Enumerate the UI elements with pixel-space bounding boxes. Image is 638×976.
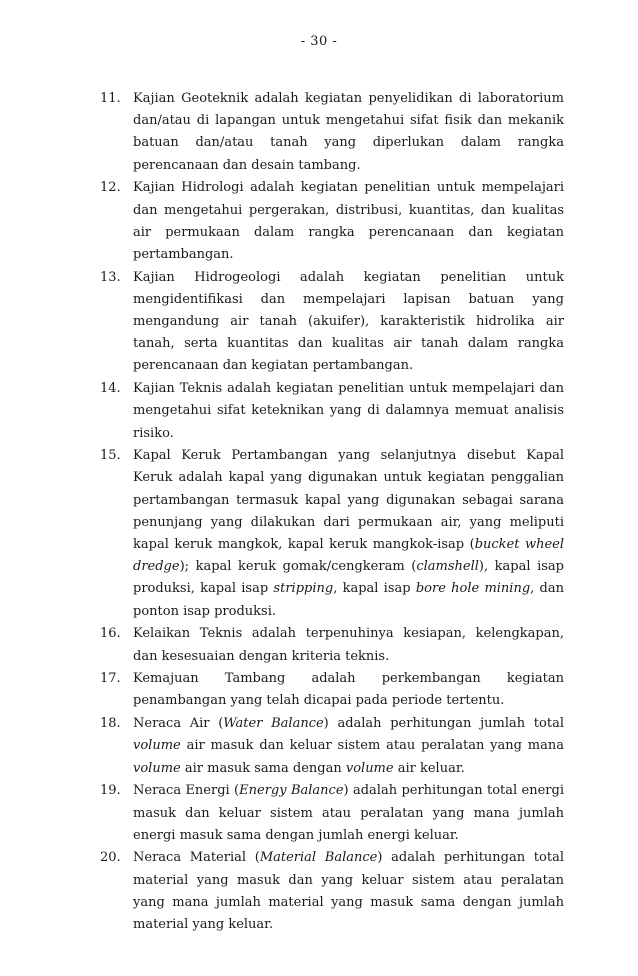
definition-number: 13. bbox=[100, 269, 121, 285]
definition-number: 12. bbox=[100, 180, 121, 196]
definition-text bbox=[133, 88, 564, 177]
italic-term: bore hole mining bbox=[415, 581, 531, 597]
italic-term: bucket wheel dredge bbox=[133, 537, 564, 575]
definition-text bbox=[133, 177, 564, 266]
definition-text bbox=[133, 445, 564, 623]
italic-term: volume bbox=[133, 760, 181, 776]
definition-item bbox=[100, 713, 564, 780]
italic-term: Water Balance bbox=[223, 716, 324, 732]
definition-text bbox=[133, 267, 564, 378]
italic-term: stripping bbox=[273, 581, 334, 597]
definition-number: 18. bbox=[100, 716, 121, 732]
text-segment: Kajian Hidrogeologi adalah kegiatan penelitian untuk mengidentifikasi dan mempelajari lapisan batuan yang mengandung air tanah (akuifer), karakteristik hidrolika air tanah, serta kuantitas dan kualitas air tanah dalam rangka perencanaan dan kegiatan pertambangan. bbox=[133, 269, 564, 374]
definition-item bbox=[100, 847, 564, 936]
definition-number: 16. bbox=[100, 626, 121, 642]
italic-term: volume bbox=[133, 738, 181, 754]
text-segment: Kajian Geoteknik adalah kegiatan penyelidikan di laboratorium dan/atau di lapangan untuk mengetahui sifat fisik dan mekanik batuan dan/atau tanah yang diperlukan dalam rangka perencanaan dan desain tambang. bbox=[133, 91, 564, 173]
text-segment: , kapal isap bbox=[333, 581, 416, 597]
text-segment: Kemajuan Tambang adalah perkembangan kegiatan penambangan yang telah dicapai pada periode tertentu. bbox=[133, 671, 564, 709]
definition-number: 15. bbox=[100, 448, 121, 464]
italic-term: Energy Balance bbox=[239, 783, 344, 799]
text-segment: Kelaikan Teknis adalah terpenuhinya kesiapan, kelengkapan, dan kesesuaian dengan kriteria teknis. bbox=[133, 626, 564, 664]
definition-number: 11. bbox=[100, 91, 121, 106]
page-number: - 30 - bbox=[300, 34, 338, 49]
definition-item bbox=[100, 623, 564, 667]
text-segment: , dan ponton isap produksi. bbox=[133, 581, 564, 619]
definition-item bbox=[100, 88, 564, 177]
text-segment: ) adalah perhitungan total energi masuk dan keluar sistem atau peralatan yang mana jumlah energi masuk sama dengan jumlah energi keluar. bbox=[133, 783, 564, 843]
italic-term: Material Balance bbox=[259, 850, 378, 866]
text-segment: Kapal Keruk Pertambangan yang selanjutnya disebut Kapal Keruk adalah kapal yang digunakan untuk kegiatan penggalian pertambangan termasuk kapal yang digunakan sebagai sarana penunjang yang dilakukan dari permukaan air, yang meliputi kapal keruk mangkok, kapal keruk mangkok-isap ( bbox=[133, 448, 564, 553]
text-segment: ) adalah perhitungan jumlah total bbox=[323, 716, 564, 732]
definition-item bbox=[100, 378, 564, 445]
definition-text bbox=[133, 847, 564, 936]
text-segment: Neraca Material ( bbox=[133, 850, 260, 866]
definition-list bbox=[100, 88, 564, 937]
definition-text bbox=[133, 668, 564, 712]
definition-number: 20. bbox=[100, 850, 121, 866]
text-segment: ); kapal keruk gomak/cengkeram ( bbox=[179, 559, 417, 575]
definition-item bbox=[100, 668, 564, 712]
text-segment: ) adalah perhitungan total material yang masuk dan yang keluar sistem atau peralatan yang mana jumlah material yang masuk sama dengan jumlah material yang keluar. bbox=[133, 850, 564, 933]
italic-term: volume bbox=[345, 760, 394, 776]
definition-text bbox=[133, 378, 564, 445]
definition-item bbox=[100, 177, 564, 266]
definition-text bbox=[133, 713, 564, 780]
text-segment: Kajian Hidrologi adalah kegiatan penelitian untuk mempelajari dan mengetahui pergerakan, distribusi, kuantitas, dan kualitas air permukaan dalam rangka perencanaan dan kegiatan pertambangan. bbox=[133, 180, 564, 262]
text-segment: Neraca Air ( bbox=[133, 716, 224, 732]
definition-item bbox=[100, 267, 564, 378]
definition-number: 19. bbox=[100, 783, 121, 799]
text-segment: air masuk sama dengan bbox=[180, 760, 346, 776]
text-segment: Kajian Teknis adalah kegiatan penelitian untuk mempelajari dan mengetahui sifat keteknikan yang di dalamnya memuat analisis risiko. bbox=[133, 381, 564, 441]
definition-text bbox=[133, 623, 564, 667]
definition-number: 17. bbox=[100, 671, 121, 687]
definition-item bbox=[100, 445, 564, 623]
definition-number: 14. bbox=[100, 381, 121, 397]
text-segment: air keluar. bbox=[393, 760, 465, 776]
text-segment: ), kapal isap produksi, kapal isap bbox=[133, 559, 564, 597]
definition-text bbox=[133, 780, 564, 847]
definition-item bbox=[100, 780, 564, 847]
text-segment: air masuk dan keluar sistem atau peralatan yang mana bbox=[180, 738, 564, 754]
text-segment: Neraca Energi ( bbox=[133, 783, 240, 799]
italic-term: clamshell bbox=[416, 559, 479, 575]
